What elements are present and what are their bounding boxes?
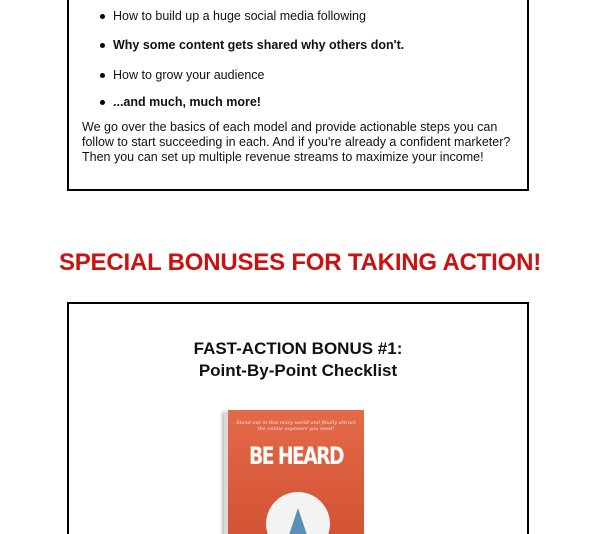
list-item <box>102 67 265 83</box>
list-item <box>102 8 366 24</box>
bullet-icon <box>100 100 105 105</box>
bullet-icon <box>100 43 105 48</box>
features-paragraph: We go over the basics of each model and provide actionable steps you can follow to start succeeding in each. And if you're already a confident marketer? Then you can set up multiple revenue streams to maximize your income! <box>82 120 511 164</box>
bonus-book-image <box>224 410 367 534</box>
book-title: BE HEARD <box>249 442 343 470</box>
features-box <box>67 0 529 191</box>
megaphone-icon <box>288 508 308 534</box>
list-item <box>102 37 405 53</box>
list-item-text: Why some content gets shared why others don't. <box>113 38 405 52</box>
list-item-text: How to build up a huge social media following <box>113 9 366 23</box>
bullet-icon <box>100 14 105 19</box>
list-item <box>102 94 261 110</box>
book-tagline: Stand out in this noisy world and finally attract the online exposure you need! <box>236 420 356 432</box>
list-item-text: ...and much, much more! <box>113 95 261 109</box>
book-cover <box>228 410 364 534</box>
bonuses-heading: SPECIAL BONUSES FOR TAKING ACTION! <box>58 249 542 276</box>
bonus-subtitle: Point-By-Point Checklist <box>198 361 398 380</box>
bonus-box <box>67 302 529 534</box>
list-item-text: How to grow your audience <box>113 68 265 82</box>
bullet-icon <box>100 73 105 78</box>
bonus-title: FAST-ACTION BONUS #1: <box>193 339 403 358</box>
